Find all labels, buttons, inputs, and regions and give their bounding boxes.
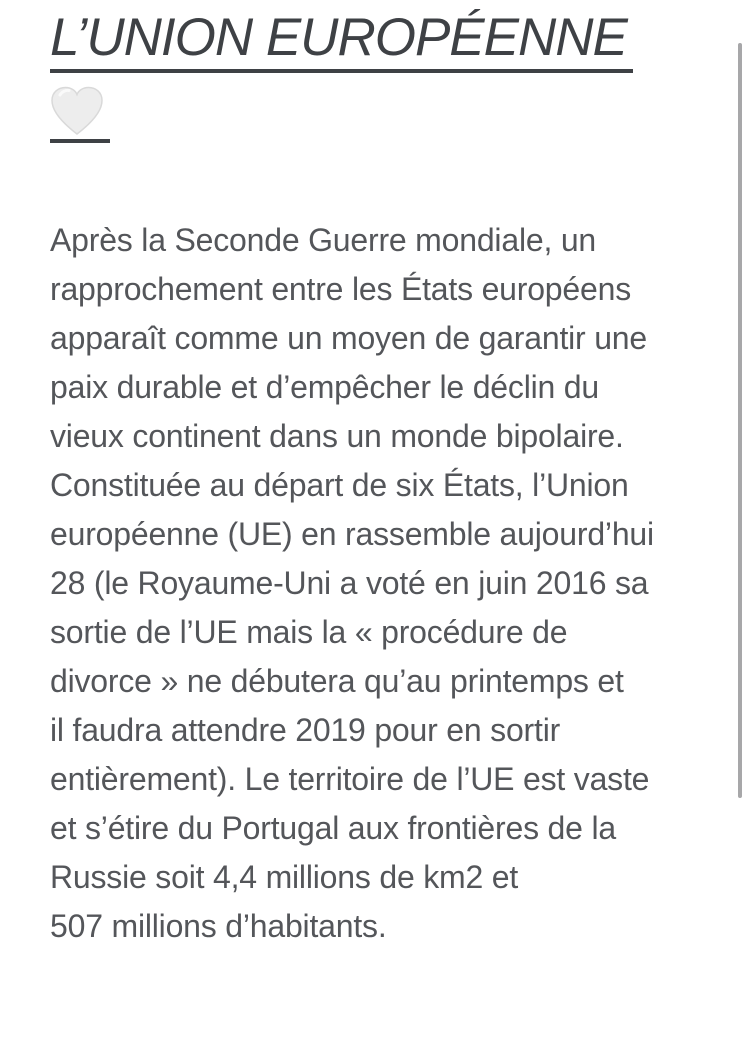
heading-block <box>50 10 700 147</box>
paragraph-line: sortie de l’UE mais la « procédure de <box>50 613 568 650</box>
white-heart-icon <box>50 86 110 143</box>
paragraph-line: rapprochement entre les États européens <box>50 270 631 307</box>
paragraph-line: il faudra attendre 2019 pour en sortir <box>50 711 561 748</box>
paragraph-line: apparaît comme un moyen de garantir une <box>50 319 647 356</box>
paragraph-line: 28 (le Royaume-Uni a voté en juin 2016 sa <box>50 564 649 601</box>
paragraph-line: paix durable et d’empêcher le déclin du <box>50 368 599 405</box>
article-paragraph <box>50 216 700 951</box>
paragraph-line: vieux continent dans un monde bipolaire. <box>50 417 624 454</box>
paragraph-line: entièrement). Le territoire de l’UE est vaste <box>50 760 650 797</box>
paragraph-line: Après la Seconde Guerre mondiale, un <box>50 221 597 258</box>
paragraph-line: divorce » ne débutera qu’au printemps et <box>50 662 624 699</box>
paragraph-line: européenne (UE) en rassemble aujourd’hui <box>50 515 654 552</box>
title-line <box>50 10 700 73</box>
paragraph-line: 507 millions d’habitants. <box>50 907 387 944</box>
scrollbar-thumb[interactable] <box>738 43 742 798</box>
paragraph-line: Russie soit 4,4 millions de km2 et <box>50 858 519 895</box>
paragraph-line: Constituée au départ de six États, l’Union <box>50 466 629 503</box>
article-main <box>50 216 700 951</box>
paragraph-line: et s’étire du Portugal aux frontières de la <box>50 809 616 846</box>
page-title: L’UNION EUROPÉENNE <box>50 10 633 73</box>
heart-line <box>50 86 700 147</box>
